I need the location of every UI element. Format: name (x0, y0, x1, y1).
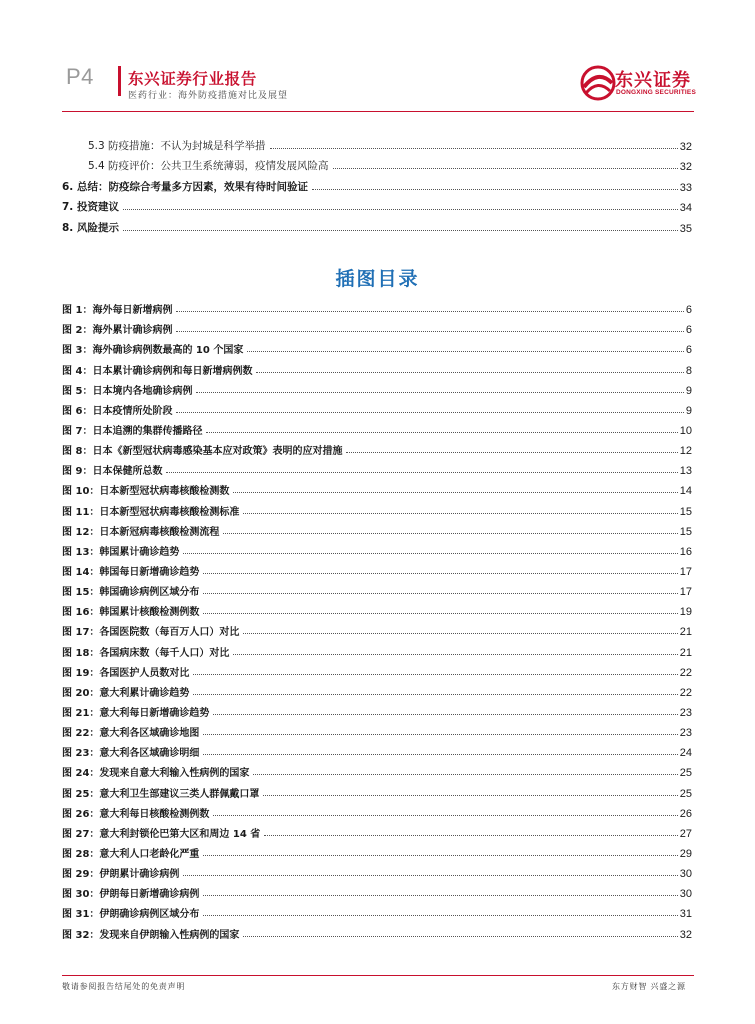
toc-label: 5.4 防疫评价：公共卫生系统薄弱，疫情发展风险高 (62, 158, 331, 173)
toc-item[interactable] (62, 214, 692, 235)
figure-page: 29 (679, 847, 692, 860)
leader-dots (203, 572, 677, 574)
figure-label: 图 6：日本疫情所处阶段 (62, 402, 174, 417)
toc-page: 35 (679, 222, 692, 235)
figure-page: 25 (679, 787, 692, 800)
figure-list-item[interactable] (62, 336, 692, 356)
logo-english-text: DONGXING SECURITIES (616, 89, 697, 96)
leader-dots (203, 914, 677, 916)
figure-list (62, 296, 692, 941)
figure-list-item[interactable] (62, 377, 692, 397)
leader-dots (203, 894, 677, 896)
report-title: 东兴证券行业报告 (128, 70, 257, 88)
toc-label: 6. 总结：防疫综合考量多方因素，效果有待时间验证 (62, 180, 308, 193)
figure-list-item[interactable] (62, 598, 692, 618)
figure-label: 图 1：海外每日新增病例 (62, 301, 174, 316)
figure-page: 24 (679, 747, 692, 760)
leader-dots (270, 147, 678, 149)
figure-list-item[interactable] (62, 739, 692, 759)
leader-dots (203, 753, 677, 755)
figure-list-item[interactable] (62, 356, 692, 376)
figure-page: 10 (679, 424, 692, 437)
figure-page: 23 (679, 727, 692, 740)
leader-dots (213, 713, 677, 715)
leader-dots (264, 834, 677, 836)
figure-label: 图 13：韩国累计确诊趋势 (62, 543, 181, 558)
leader-dots (193, 673, 677, 675)
page-header (0, 0, 755, 110)
toc-label: 7. 投资建议 (62, 201, 119, 214)
figure-label: 图 3：海外确诊病例数最高的 10 个国家 (62, 341, 245, 356)
toc-item[interactable] (62, 194, 692, 215)
figure-label: 图 29：伊朗累计确诊病例 (62, 865, 181, 880)
leader-dots (196, 391, 683, 393)
figure-page: 17 (679, 565, 692, 578)
figure-page: 9 (685, 384, 692, 397)
figure-list-item[interactable] (62, 759, 692, 779)
figure-page: 12 (679, 445, 692, 458)
figure-page: 21 (679, 646, 692, 659)
figure-page: 31 (679, 908, 692, 921)
leader-dots (203, 854, 677, 856)
leader-dots (223, 532, 677, 534)
figure-label: 图 12：日本新冠病毒核酸检测流程 (62, 523, 221, 538)
figure-page: 21 (679, 626, 692, 639)
figure-label: 图 2：海外累计确诊病例 (62, 321, 174, 336)
figure-page: 6 (685, 304, 692, 317)
figure-page: 15 (679, 525, 692, 538)
figure-label: 图 11：日本新型冠状病毒核酸检测标准 (62, 503, 241, 518)
figure-label: 图 4：日本累计确诊病例和每日新增病例数 (62, 362, 254, 377)
leader-dots (166, 471, 677, 473)
figure-page: 19 (679, 606, 692, 619)
toc-item[interactable] (62, 173, 692, 194)
figure-list-item[interactable] (62, 800, 692, 820)
leader-dots (233, 491, 677, 493)
toc-label: 8. 风险提示 (62, 221, 119, 234)
figures-section-title: 插图目录 (335, 268, 420, 290)
leader-dots (263, 794, 677, 796)
figure-list-item[interactable] (62, 820, 692, 840)
figure-page: 14 (679, 485, 692, 498)
figure-list-item[interactable] (62, 840, 692, 860)
figure-list-item[interactable] (62, 638, 692, 658)
figure-label: 图 26：意大利每日核酸检测例数 (62, 805, 211, 820)
toc-item[interactable] (62, 132, 692, 153)
figure-list-item[interactable] (62, 296, 692, 316)
figure-list-item[interactable] (62, 618, 692, 638)
figure-label: 图 10：日本新型冠状病毒核酸检测数 (62, 482, 231, 497)
figure-label: 图 20：意大利累计确诊趋势 (62, 684, 191, 699)
figure-page: 6 (685, 344, 692, 357)
footer-divider (62, 975, 694, 976)
figure-list-item[interactable] (62, 719, 692, 739)
figure-page: 30 (679, 888, 692, 901)
leader-dots (183, 874, 677, 876)
figure-label: 图 31：伊朗确诊病例区域分布 (62, 905, 201, 920)
figure-label: 图 5：日本境内各地确诊病例 (62, 382, 194, 397)
figure-label: 图 27：意大利封锁伦巴第大区和周边 14 省 (62, 825, 262, 840)
figure-label: 图 32：发现来自伊朗输入性病例的国家 (62, 926, 241, 941)
leader-dots (243, 512, 677, 514)
figure-page: 16 (679, 545, 692, 558)
page-number: P4 (66, 64, 94, 89)
leader-dots (176, 310, 683, 312)
figure-list-item[interactable] (62, 497, 692, 517)
figure-list-item[interactable] (62, 900, 692, 920)
footer-disclaimer: 敬请参阅报告结尾处的免责声明 (62, 982, 186, 991)
figure-page: 25 (679, 767, 692, 780)
figure-label: 图 23：意大利各区域确诊明细 (62, 744, 201, 759)
figure-label: 图 16：韩国累计核酸检测例数 (62, 603, 201, 618)
figure-page: 22 (679, 666, 692, 679)
figure-page: 22 (679, 686, 692, 699)
figure-list-item[interactable] (62, 558, 692, 578)
leader-dots (256, 371, 683, 373)
figure-label: 图 21：意大利每日新增确诊趋势 (62, 704, 211, 719)
figure-page: 15 (679, 505, 692, 518)
leader-dots (213, 814, 677, 816)
leader-dots (176, 411, 683, 413)
leader-dots (203, 733, 677, 735)
figure-list-item[interactable] (62, 457, 692, 477)
figure-list-item[interactable] (62, 860, 692, 880)
figure-list-item[interactable] (62, 578, 692, 598)
figure-label: 图 28：意大利人口老龄化严重 (62, 845, 201, 860)
figure-page: 17 (679, 586, 692, 599)
figure-label: 图 19：各国医护人员数对比 (62, 664, 191, 679)
toc-page: 33 (679, 181, 692, 194)
toc-item[interactable] (62, 153, 692, 174)
toc-page: 32 (679, 140, 692, 153)
leader-dots (206, 431, 677, 433)
toc-page: 32 (679, 161, 692, 174)
figure-page: 32 (679, 928, 692, 941)
leader-dots (203, 592, 677, 594)
figure-list-item[interactable] (62, 659, 692, 679)
figure-label: 图 15：韩国确诊病例区域分布 (62, 583, 201, 598)
figure-label: 图 17：各国医院数（每百万人口）对比 (62, 623, 241, 638)
leader-dots (176, 330, 683, 332)
figure-list-item[interactable] (62, 437, 692, 457)
leader-dots (193, 693, 677, 695)
leader-dots (123, 229, 678, 231)
leader-dots (247, 350, 684, 352)
report-subtitle: 医药行业：海外防疫措施对比及展望 (128, 91, 289, 101)
toc-page: 34 (679, 202, 692, 215)
figure-page: 27 (679, 827, 692, 840)
figure-list-item[interactable] (62, 417, 692, 437)
figure-list-item[interactable] (62, 538, 692, 558)
figure-label: 图 9：日本保健所总数 (62, 462, 164, 477)
figure-list-item[interactable] (62, 880, 692, 900)
figure-list-item[interactable] (62, 477, 692, 497)
leader-dots (123, 208, 678, 210)
logo-text: 东兴证券 (615, 70, 691, 91)
figure-label: 图 8：日本《新型冠状病毒感染基本应对政策》表明的应对措施 (62, 442, 344, 457)
figure-list-item[interactable] (62, 518, 692, 538)
figure-label: 图 24：发现来自意大利输入性病例的国家 (62, 764, 251, 779)
figure-list-item[interactable] (62, 397, 692, 417)
figure-label: 图 22：意大利各区域确诊地图 (62, 724, 201, 739)
leader-dots (233, 653, 677, 655)
footer-slogan: 东方财智 兴盛之源 (612, 982, 686, 991)
leader-dots (346, 451, 677, 453)
header-accent-bar (118, 66, 121, 96)
toc-label: 5.3 防疫措施：不认为封城是科学举措 (62, 138, 268, 153)
leader-dots (333, 167, 678, 169)
leader-dots (312, 188, 678, 190)
figure-list-item[interactable] (62, 779, 692, 799)
figure-label: 图 7：日本追溯的集群传播路径 (62, 422, 204, 437)
leader-dots (243, 632, 677, 634)
leader-dots (203, 612, 677, 614)
figure-page: 6 (685, 324, 692, 337)
figure-label: 图 30：伊朗每日新增确诊病例 (62, 885, 201, 900)
figure-list-item[interactable] (62, 679, 692, 699)
figure-label: 图 14：韩国每日新增确诊趋势 (62, 563, 201, 578)
table-of-contents (62, 132, 692, 235)
figure-page: 9 (685, 404, 692, 417)
figure-page: 23 (679, 706, 692, 719)
header-divider (62, 111, 694, 112)
figure-list-item[interactable] (62, 699, 692, 719)
figure-list-item[interactable] (62, 316, 692, 336)
figure-page: 13 (679, 465, 692, 478)
figure-list-item[interactable] (62, 920, 692, 940)
figure-page: 8 (685, 364, 692, 377)
leader-dots (243, 935, 677, 937)
figure-label: 图 18：各国病床数（每千人口）对比 (62, 644, 231, 659)
leader-dots (183, 552, 677, 554)
figure-page: 26 (679, 807, 692, 820)
figure-label: 图 25：意大利卫生部建议三类人群佩戴口罩 (62, 785, 261, 800)
figure-page: 30 (679, 868, 692, 881)
leader-dots (253, 773, 677, 775)
